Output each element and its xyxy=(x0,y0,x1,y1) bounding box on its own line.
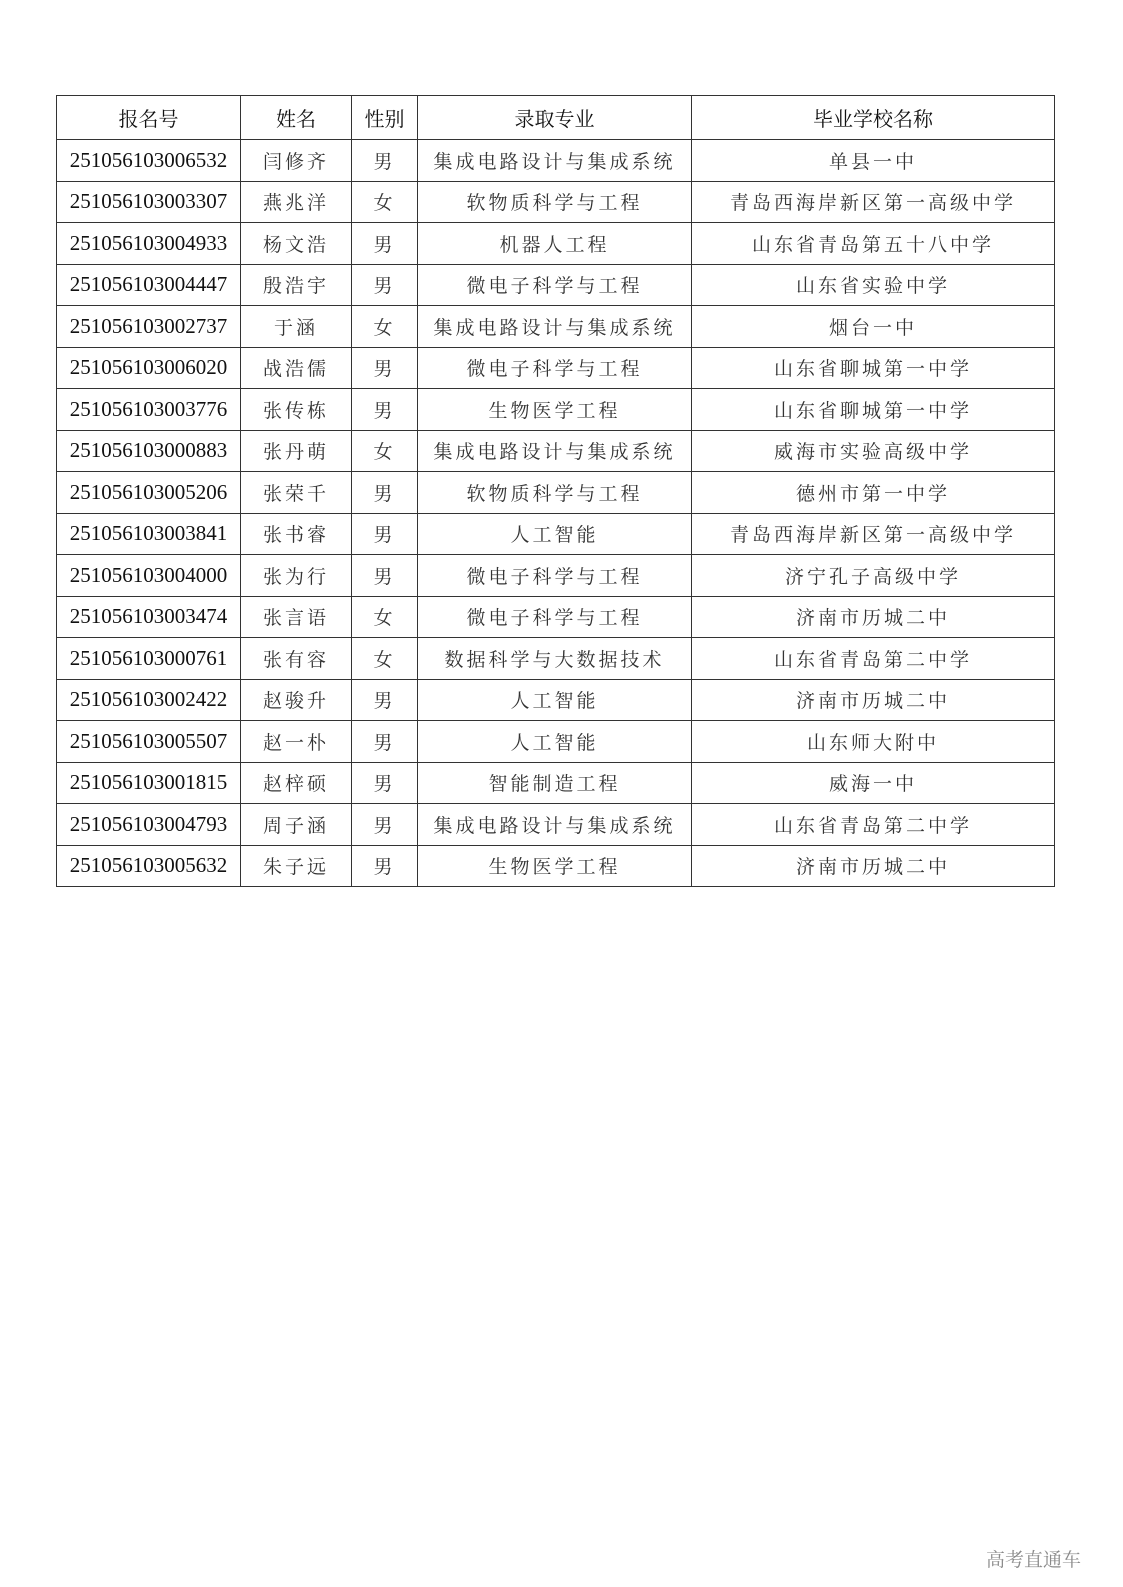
major-cell: 微电子科学与工程 xyxy=(418,555,692,597)
gender-cell: 女 xyxy=(352,430,418,472)
major-cell: 人工智能 xyxy=(418,513,692,555)
major-cell: 集成电路设计与集成系统 xyxy=(418,804,692,846)
registration-number-cell: 251056103004447 xyxy=(57,264,241,306)
registration-number-cell: 251056103004793 xyxy=(57,804,241,846)
registration-number-cell: 251056103005206 xyxy=(57,472,241,514)
name-cell: 张为行 xyxy=(241,555,352,597)
gender-cell: 男 xyxy=(352,389,418,431)
school-cell: 山东省青岛第二中学 xyxy=(692,804,1055,846)
gender-cell: 男 xyxy=(352,555,418,597)
table-row xyxy=(57,555,1055,597)
gender-cell: 男 xyxy=(352,223,418,265)
school-cell: 山东省聊城第一中学 xyxy=(692,389,1055,431)
header-registration-number: 报名号 xyxy=(57,96,241,140)
gender-cell: 男 xyxy=(352,679,418,721)
registration-number-cell: 251056103004933 xyxy=(57,223,241,265)
registration-number-cell: 251056103006020 xyxy=(57,347,241,389)
school-cell: 烟台一中 xyxy=(692,306,1055,348)
registration-number-cell: 251056103000883 xyxy=(57,430,241,472)
school-cell: 济南市历城二中 xyxy=(692,845,1055,887)
registration-number-cell: 251056103000761 xyxy=(57,638,241,680)
name-cell: 殷浩宇 xyxy=(241,264,352,306)
admission-table xyxy=(56,95,1055,887)
table-row xyxy=(57,223,1055,265)
school-cell: 德州市第一中学 xyxy=(692,472,1055,514)
school-cell: 威海一中 xyxy=(692,762,1055,804)
name-cell: 战浩儒 xyxy=(241,347,352,389)
name-cell: 张有容 xyxy=(241,638,352,680)
name-cell: 燕兆洋 xyxy=(241,181,352,223)
name-cell: 赵一朴 xyxy=(241,721,352,763)
gender-cell: 男 xyxy=(352,721,418,763)
table-row xyxy=(57,845,1055,887)
table-row xyxy=(57,721,1055,763)
gender-cell: 男 xyxy=(352,804,418,846)
major-cell: 软物质科学与工程 xyxy=(418,472,692,514)
school-cell: 济宁孔子高级中学 xyxy=(692,555,1055,597)
major-cell: 集成电路设计与集成系统 xyxy=(418,430,692,472)
major-cell: 微电子科学与工程 xyxy=(418,264,692,306)
header-major: 录取专业 xyxy=(418,96,692,140)
gender-cell: 男 xyxy=(352,264,418,306)
table-header-row xyxy=(57,96,1055,140)
table-row xyxy=(57,804,1055,846)
name-cell: 闫修齐 xyxy=(241,140,352,182)
school-cell: 山东省实验中学 xyxy=(692,264,1055,306)
major-cell: 生物医学工程 xyxy=(418,845,692,887)
school-cell: 山东师大附中 xyxy=(692,721,1055,763)
gender-cell: 女 xyxy=(352,181,418,223)
major-cell: 集成电路设计与集成系统 xyxy=(418,140,692,182)
watermark-text: 高考直通车 xyxy=(985,1549,1081,1571)
school-cell: 济南市历城二中 xyxy=(692,596,1055,638)
table-row xyxy=(57,389,1055,431)
registration-number-cell: 251056103002737 xyxy=(57,306,241,348)
school-cell: 单县一中 xyxy=(692,140,1055,182)
registration-number-cell: 251056103001815 xyxy=(57,762,241,804)
registration-number-cell: 251056103003776 xyxy=(57,389,241,431)
name-cell: 周子涵 xyxy=(241,804,352,846)
gender-cell: 女 xyxy=(352,306,418,348)
registration-number-cell: 251056103003307 xyxy=(57,181,241,223)
gender-cell: 男 xyxy=(352,845,418,887)
name-cell: 张言语 xyxy=(241,596,352,638)
major-cell: 集成电路设计与集成系统 xyxy=(418,306,692,348)
major-cell: 人工智能 xyxy=(418,721,692,763)
major-cell: 人工智能 xyxy=(418,679,692,721)
table-row xyxy=(57,679,1055,721)
name-cell: 张传栋 xyxy=(241,389,352,431)
table-row xyxy=(57,140,1055,182)
major-cell: 微电子科学与工程 xyxy=(418,347,692,389)
table-row xyxy=(57,306,1055,348)
gender-cell: 男 xyxy=(352,472,418,514)
registration-number-cell: 251056103006532 xyxy=(57,140,241,182)
registration-number-cell: 251056103002422 xyxy=(57,679,241,721)
school-cell: 济南市历城二中 xyxy=(692,679,1055,721)
gender-cell: 男 xyxy=(352,513,418,555)
registration-number-cell: 251056103003474 xyxy=(57,596,241,638)
gender-cell: 男 xyxy=(352,347,418,389)
table-row xyxy=(57,638,1055,680)
table-row xyxy=(57,347,1055,389)
registration-number-cell: 251056103005632 xyxy=(57,845,241,887)
school-cell: 山东省青岛第五十八中学 xyxy=(692,223,1055,265)
school-cell: 青岛西海岸新区第一高级中学 xyxy=(692,513,1055,555)
major-cell: 软物质科学与工程 xyxy=(418,181,692,223)
registration-number-cell: 251056103005507 xyxy=(57,721,241,763)
name-cell: 张书睿 xyxy=(241,513,352,555)
table-body xyxy=(57,140,1055,887)
header-school: 毕业学校名称 xyxy=(692,96,1055,140)
gender-cell: 男 xyxy=(352,140,418,182)
major-cell: 数据科学与大数据技术 xyxy=(418,638,692,680)
name-cell: 张丹萌 xyxy=(241,430,352,472)
registration-number-cell: 251056103003841 xyxy=(57,513,241,555)
registration-number-cell: 251056103004000 xyxy=(57,555,241,597)
name-cell: 赵梓硕 xyxy=(241,762,352,804)
name-cell: 张荣千 xyxy=(241,472,352,514)
name-cell: 赵骏升 xyxy=(241,679,352,721)
gender-cell: 女 xyxy=(352,638,418,680)
school-cell: 威海市实验高级中学 xyxy=(692,430,1055,472)
school-cell: 山东省青岛第二中学 xyxy=(692,638,1055,680)
major-cell: 生物医学工程 xyxy=(418,389,692,431)
header-gender: 性别 xyxy=(352,96,418,140)
table-row xyxy=(57,762,1055,804)
table-row xyxy=(57,513,1055,555)
major-cell: 智能制造工程 xyxy=(418,762,692,804)
table-row xyxy=(57,181,1055,223)
table-row xyxy=(57,430,1055,472)
name-cell: 于涵 xyxy=(241,306,352,348)
header-name: 姓名 xyxy=(241,96,352,140)
name-cell: 杨文浩 xyxy=(241,223,352,265)
table-row xyxy=(57,472,1055,514)
school-cell: 山东省聊城第一中学 xyxy=(692,347,1055,389)
name-cell: 朱子远 xyxy=(241,845,352,887)
table-row xyxy=(57,596,1055,638)
gender-cell: 男 xyxy=(352,762,418,804)
major-cell: 机器人工程 xyxy=(418,223,692,265)
table-row xyxy=(57,264,1055,306)
school-cell: 青岛西海岸新区第一高级中学 xyxy=(692,181,1055,223)
major-cell: 微电子科学与工程 xyxy=(418,596,692,638)
gender-cell: 女 xyxy=(352,596,418,638)
